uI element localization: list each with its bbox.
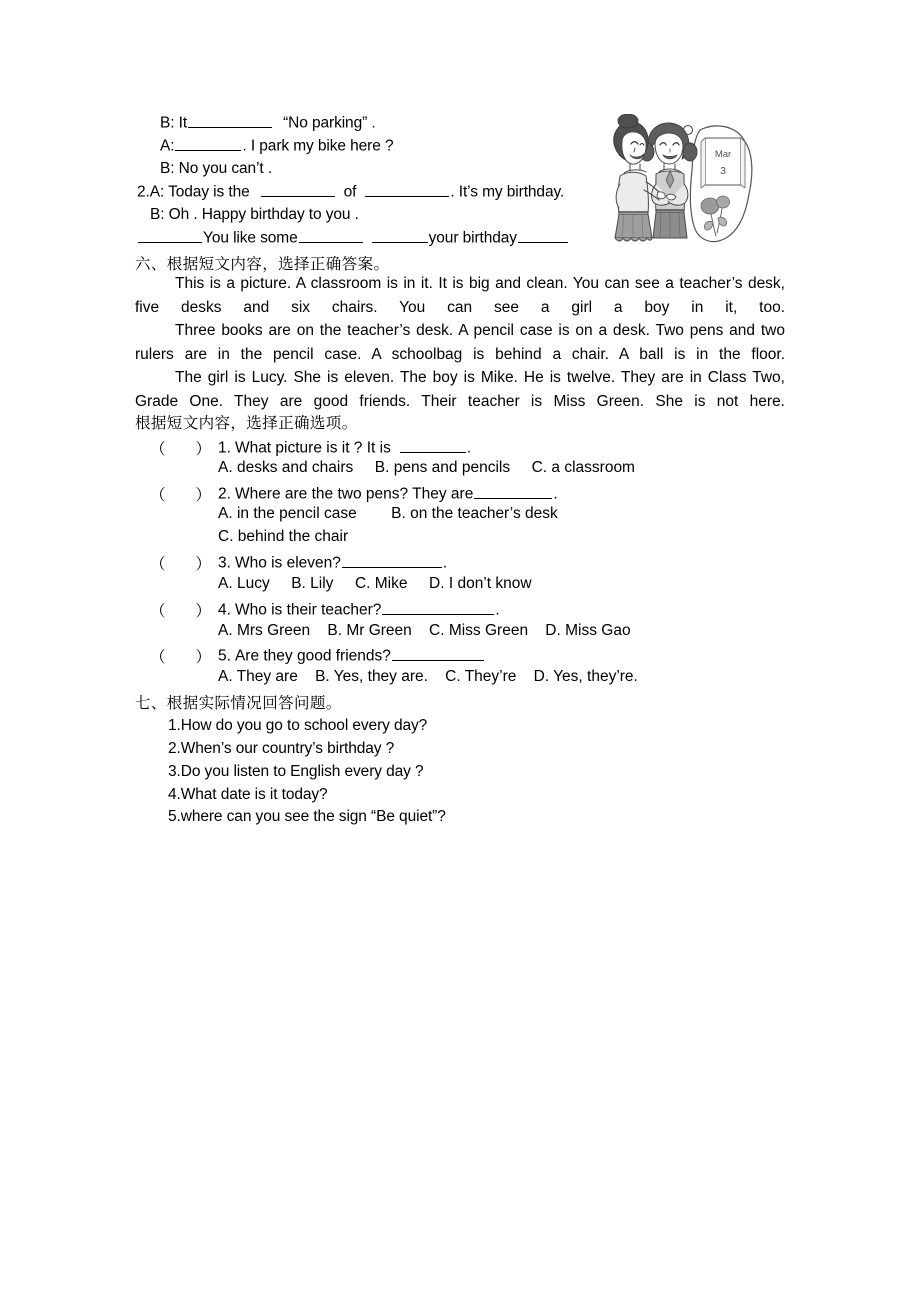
answer-paren-5[interactable] bbox=[150, 645, 211, 667]
section-six-sub-instruction: 根据短文内容，选择正确选项。 bbox=[135, 414, 358, 432]
mcq-question-2-number: 2. bbox=[218, 485, 231, 503]
section-seven-question-4: 4.What date is it today? bbox=[168, 786, 328, 803]
passage-paragraph-1: This is a picture. A classroom is in it. It is big and clean. You can see a teacher’s desk, five desks and six chairs. You can see a girl a boy in it, too. bbox=[135, 275, 785, 316]
answer-blank[interactable] bbox=[518, 227, 568, 243]
answer-blank[interactable] bbox=[474, 483, 552, 499]
answer-blank[interactable] bbox=[138, 227, 202, 243]
pigtail-right bbox=[683, 143, 697, 161]
dialogue-line-a1 bbox=[160, 135, 394, 158]
mcq-question-5-number: 5. bbox=[218, 647, 231, 665]
mcq-question-3-stem bbox=[218, 552, 447, 573]
mcq-question-3-text: Who is eleven? bbox=[234, 554, 341, 572]
hair-bun bbox=[618, 114, 638, 128]
dialogue-item2-line3 bbox=[137, 227, 569, 250]
answer-paren-4[interactable] bbox=[150, 599, 211, 621]
mcq-question-4-tail: . bbox=[495, 601, 500, 619]
answer-blank[interactable] bbox=[342, 552, 442, 568]
answer-paren-2[interactable] bbox=[150, 483, 211, 505]
dialogue-item2-line3-b: your birthday bbox=[428, 229, 517, 247]
mcq-question-1-text: What picture is it ? It is bbox=[234, 439, 391, 457]
calendar-page-curl bbox=[701, 138, 705, 188]
dialogue-item2-line1-b: of bbox=[343, 183, 357, 201]
calendar-day-label: 3 bbox=[720, 165, 726, 177]
mcq-question-5-stem bbox=[218, 645, 485, 666]
paren-open: （ bbox=[150, 441, 166, 458]
paren-close: ） bbox=[195, 556, 212, 573]
paren-close: ） bbox=[195, 487, 212, 504]
calendar-page bbox=[705, 138, 741, 185]
dialogue-line-b1-suffix: “No parking” . bbox=[283, 114, 376, 132]
paren-close: ） bbox=[195, 441, 212, 458]
mcq-question-4-stem bbox=[218, 599, 500, 620]
answer-blank[interactable] bbox=[175, 135, 241, 151]
answer-blank[interactable] bbox=[382, 599, 494, 615]
mcq-question-4-options-line-1[interactable]: A. Mrs Green B. Mr Green C. Miss Green D. Miss Gao bbox=[218, 622, 631, 639]
mcq-question-3-number: 3. bbox=[218, 554, 231, 572]
paren-close: ） bbox=[195, 603, 212, 620]
section-seven-question-1: 1.How do you go to school every day? bbox=[168, 717, 428, 734]
mcq-question-1-number: 1. bbox=[218, 439, 231, 457]
dialogue-line-b1-prefix: B: It bbox=[160, 114, 188, 132]
dialogue-item2-line1 bbox=[137, 181, 564, 204]
mcq-question-2-text: Where are the two pens? They are bbox=[234, 485, 474, 503]
section-seven-question-5: 5.where can you see the sign “Be quiet”? bbox=[168, 808, 446, 825]
mcq-question-4-number: 4. bbox=[218, 601, 231, 619]
mcq-question-1-tail: . bbox=[466, 439, 472, 457]
paren-open: （ bbox=[150, 603, 166, 620]
mcq-question-2-options-line-1[interactable]: A. in the pencil case B. on the teacher’s desk bbox=[218, 505, 558, 522]
answer-blank[interactable] bbox=[372, 227, 428, 243]
answer-blank[interactable] bbox=[400, 437, 466, 453]
two-girls-talking-illustration bbox=[604, 114, 756, 256]
mcq-question-2-stem bbox=[218, 483, 558, 504]
paren-open: （ bbox=[150, 649, 166, 666]
section-seven-heading: 七、根据实际情况回答问题。 bbox=[135, 694, 342, 712]
section-seven-question-3: 3.Do you listen to English every day ? bbox=[168, 763, 424, 780]
calendar-month-label: Mar bbox=[714, 149, 732, 160]
passage-paragraph-2: Three books are on the teacher’s desk. A pencil case is on a desk. Two pens and two rulers are in the pencil case. A schoolbag is behind a chair. A ball is in the floor. bbox=[135, 322, 785, 363]
section-six-heading: 六、根据短文内容，选择正确答案。 bbox=[135, 255, 390, 273]
section-seven-question-2: 2.When’s our country’s birthday ? bbox=[168, 740, 395, 757]
dialogue-item2-line2: B: Oh . Happy birthday to you . bbox=[150, 206, 359, 223]
dialogue-line-a1-suffix: . I park my bike here ? bbox=[242, 137, 394, 155]
dialogue-item2-line1-a: A: Today is the bbox=[149, 183, 250, 201]
dialogue-item2-number: 2. bbox=[137, 183, 150, 201]
answer-paren-3[interactable] bbox=[150, 552, 211, 574]
paren-close: ） bbox=[195, 649, 212, 666]
mcq-question-3-options-line-1[interactable]: A. Lucy B. Lily C. Mike D. I don’t know bbox=[218, 575, 532, 592]
dialogue-line-b1 bbox=[160, 112, 376, 135]
answer-paren-1[interactable] bbox=[150, 437, 211, 459]
paren-open: （ bbox=[150, 487, 166, 504]
answer-blank[interactable] bbox=[392, 645, 484, 661]
dialogue-line-a1-prefix: A: bbox=[160, 137, 175, 155]
mcq-question-4-text: Who is their teacher? bbox=[234, 601, 382, 619]
answer-blank[interactable] bbox=[365, 181, 449, 197]
passage-paragraph-3: The girl is Lucy. She is eleven. The boy is Mike. He is twelve. They are in Class Two, Grade One. They are good friends. Their teacher is Miss Green. She is not here. bbox=[135, 369, 785, 410]
dialogue-item2-line1-c: . It’s my birthday. bbox=[450, 183, 565, 201]
mcq-question-5-options-line-1[interactable]: A. They are B. Yes, they are. C. They’re D. Yes, they’re. bbox=[218, 668, 638, 685]
answer-blank[interactable] bbox=[188, 112, 272, 128]
dialogue-item2-line3-a: You like some bbox=[203, 229, 298, 247]
mcq-question-2-options-line-2[interactable]: C. behind the chair bbox=[218, 528, 349, 545]
paren-open: （ bbox=[150, 556, 166, 573]
mcq-question-3-tail: . bbox=[442, 554, 448, 572]
mcq-question-1-stem bbox=[218, 437, 471, 458]
dialogue-line-b2: B: No you can’t . bbox=[160, 160, 273, 177]
calendar-page-edge bbox=[741, 138, 745, 188]
answer-blank[interactable] bbox=[261, 181, 335, 197]
pointing-hand bbox=[657, 192, 665, 199]
mcq-question-2-tail: . bbox=[553, 485, 558, 503]
answer-blank[interactable] bbox=[299, 227, 363, 243]
mcq-question-1-options-line-1[interactable]: A. desks and chairs B. pens and pencils C. a classroom bbox=[218, 459, 635, 476]
mcq-question-5-text: Are they good friends? bbox=[234, 647, 391, 665]
